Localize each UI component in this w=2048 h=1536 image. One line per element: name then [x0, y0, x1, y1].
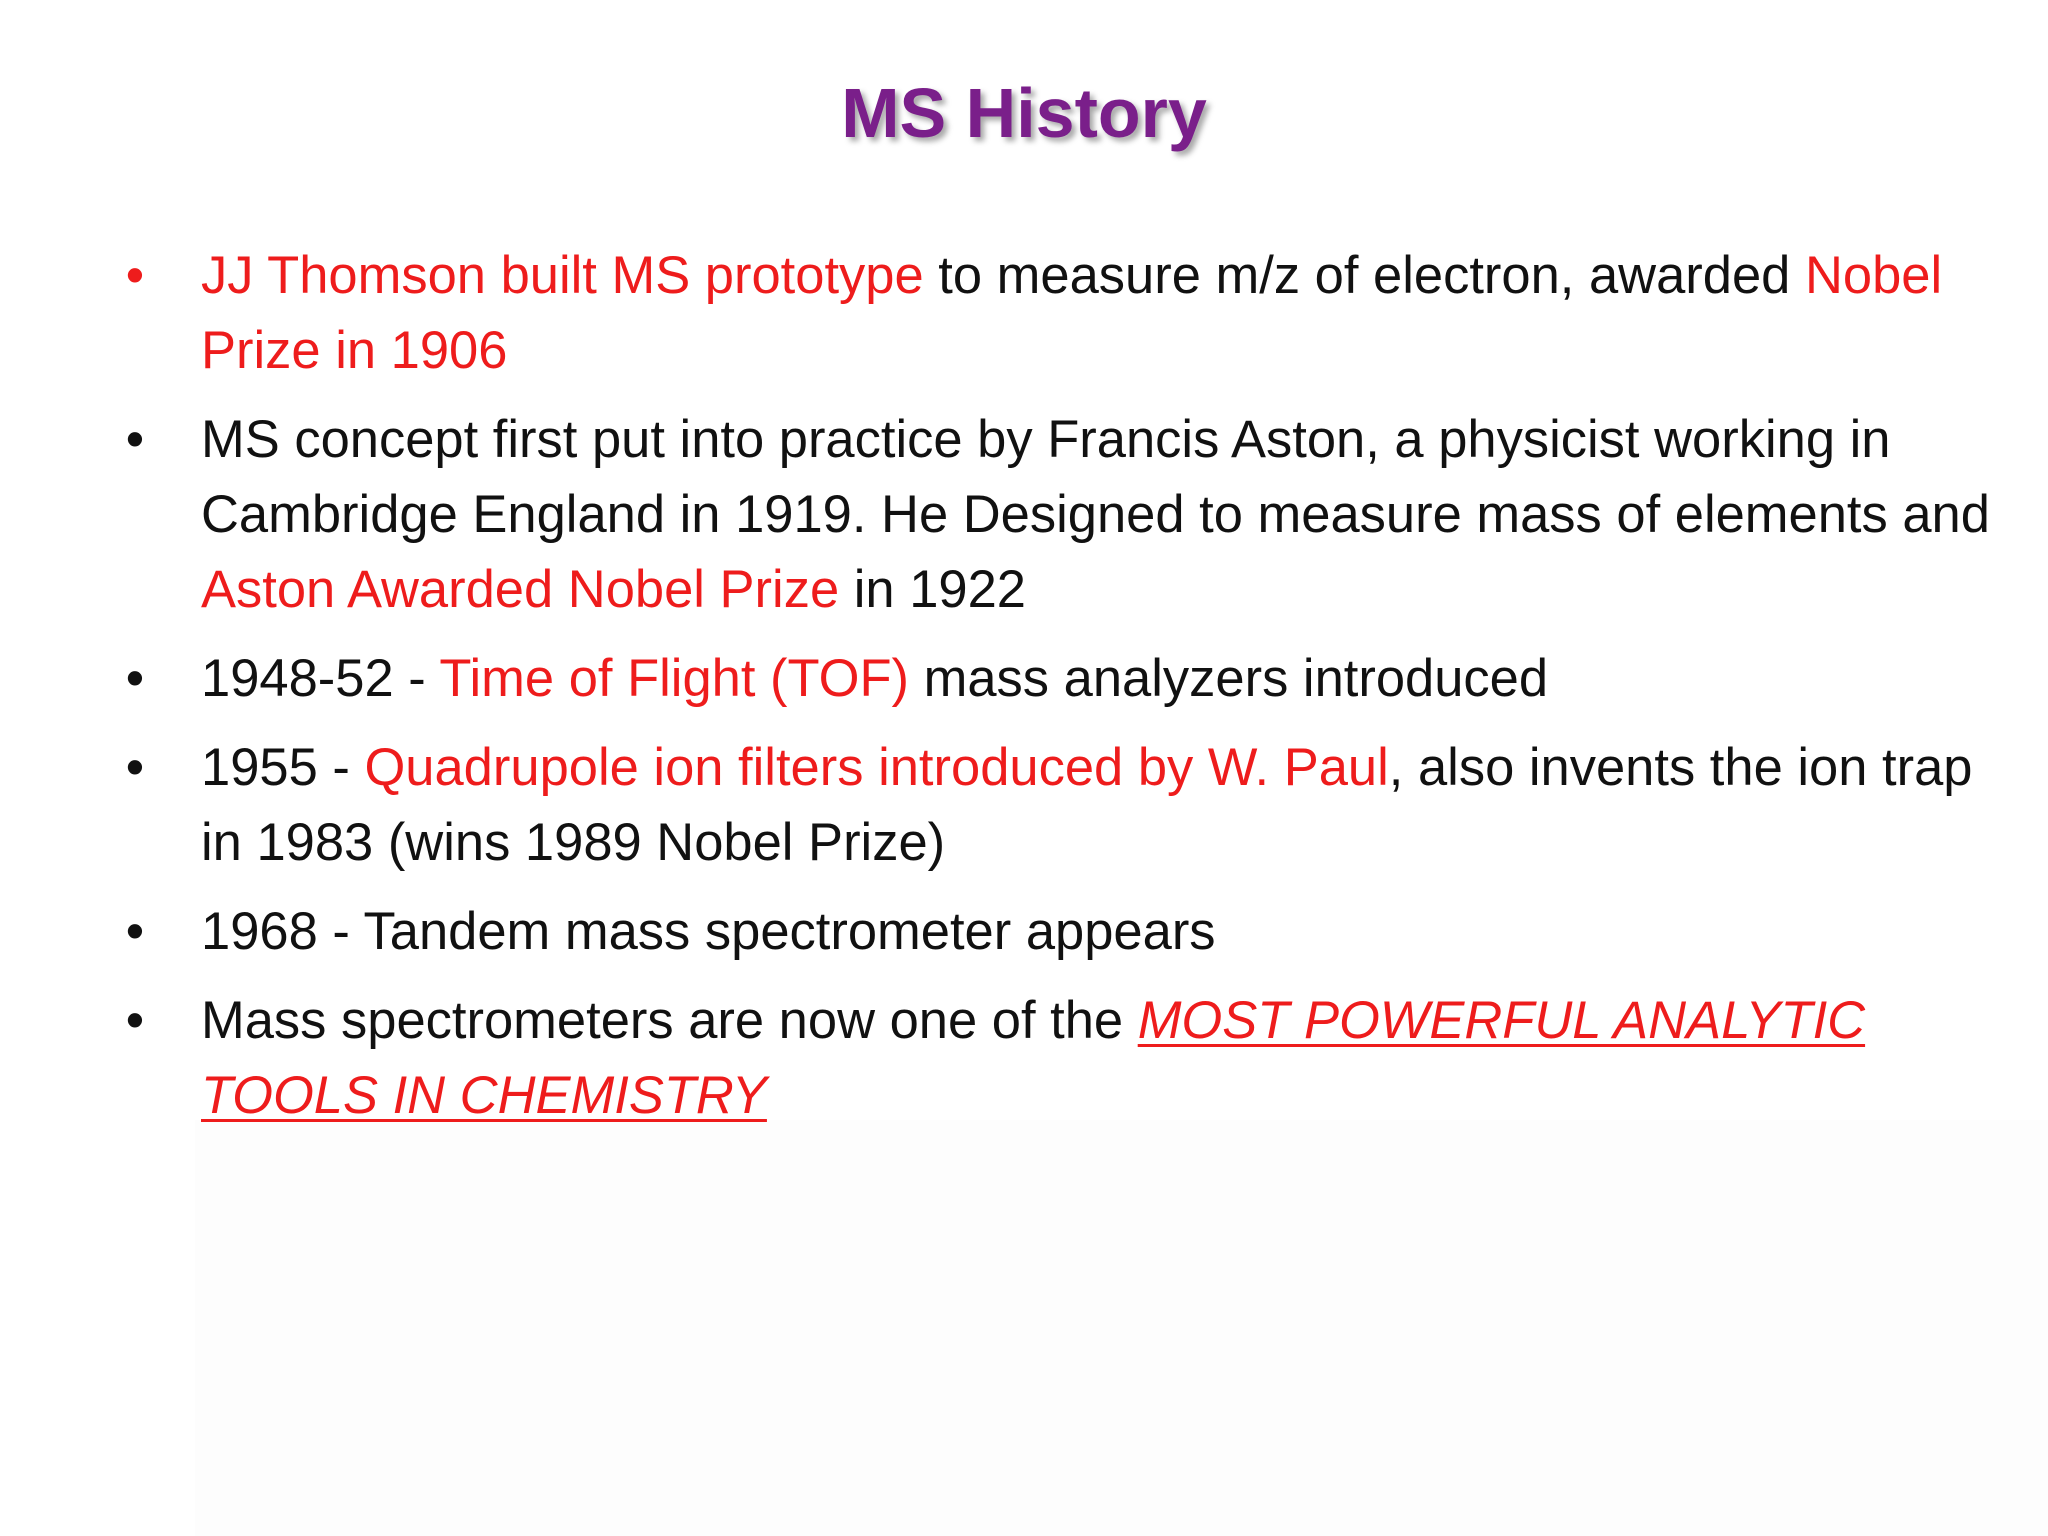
bullet-highlight: JJ Thomson built MS prototype — [201, 246, 924, 305]
bullet-text: in 1922 — [839, 560, 1026, 619]
bullet-highlight: Aston Awarded Nobel Prize — [201, 560, 840, 619]
bullet-item-powerful — [120, 983, 2010, 1133]
bullet-text: 1948-52 - — [201, 649, 440, 708]
bullet-highlight: Quadrupole ion filters introduced by W. Paul — [364, 738, 1389, 797]
bullet-emphasis: MOST POWERFUL ANALYTIC TOOLS IN CHEMISTRY — [201, 991, 1866, 1125]
bullet-text: mass analyzers introduced — [909, 649, 1549, 708]
bullet-highlight: Time of Flight (TOF) — [439, 649, 910, 708]
bullet-text: 1955 - — [201, 738, 365, 797]
slide-title: MS History — [841, 74, 1207, 152]
bullet-marker: • — [125, 902, 145, 961]
bullet-marker: • — [125, 410, 145, 469]
bullet-text: Mass spectrometers are now one of the — [201, 991, 1138, 1050]
bullet-text: , also invents the ion trap in 1983 (wins 1989 Nobel Prize) — [201, 738, 1973, 872]
bullet-list — [120, 238, 2010, 1147]
bullet-item-tof — [120, 641, 2010, 716]
slide-background-shade — [195, 1120, 2048, 1536]
bullet-highlight: Nobel Prize in 1906 — [201, 246, 1943, 380]
bullet-marker: • — [125, 246, 145, 305]
bullet-marker: • — [125, 738, 145, 797]
bullet-marker: • — [125, 991, 145, 1050]
bullet-item-aston — [120, 402, 2010, 627]
bullet-text: to measure m/z of electron, awarded — [923, 246, 1805, 305]
bullet-item-quadrupole — [120, 730, 2010, 880]
bullet-text: 1968 - Tandem mass spectrometer appears — [201, 902, 1216, 961]
bullet-item-thomson — [120, 238, 2010, 388]
bullet-text: MS concept first put into practice by Francis Aston, a physicist working in Cambridge England in 1919. He Designed to measure mass of elements and — [201, 410, 1990, 544]
bullet-marker: • — [125, 649, 145, 708]
bullet-item-tandem — [120, 894, 2010, 969]
